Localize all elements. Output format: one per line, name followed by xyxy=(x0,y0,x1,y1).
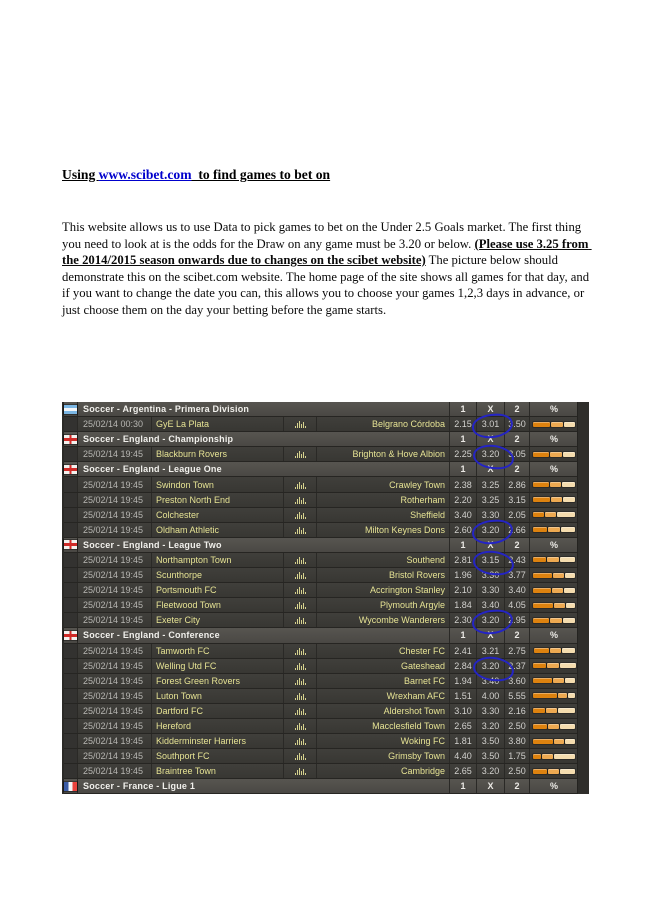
draw-odds[interactable]: 3.21 xyxy=(477,644,505,658)
home-odds[interactable]: 3.10 xyxy=(450,704,477,718)
scibet-odds-table xyxy=(62,402,589,794)
match-row[interactable] xyxy=(64,568,578,583)
stats-cell[interactable] xyxy=(284,523,317,537)
match-row[interactable] xyxy=(64,644,578,659)
flag-cell xyxy=(64,538,78,552)
away-odds[interactable]: 3.15 xyxy=(505,493,530,507)
england-flag-icon xyxy=(64,465,77,474)
percent-cell xyxy=(530,553,578,567)
draw-odds[interactable]: 3.20 xyxy=(477,523,505,537)
percent-cell xyxy=(530,598,578,612)
row-leading-cell xyxy=(64,417,78,431)
stats-cell[interactable] xyxy=(284,719,317,733)
home-team[interactable]: Blackburn Rovers xyxy=(152,447,284,461)
match-datetime: 25/02/14 19:45 xyxy=(78,583,152,597)
stats-bar-chart-icon[interactable] xyxy=(295,677,306,685)
home-odds[interactable]: 2.84 xyxy=(450,659,477,673)
column-header-percent: % xyxy=(549,781,558,792)
home-odds[interactable]: 3.40 xyxy=(450,508,477,522)
row-leading-cell xyxy=(64,764,78,778)
match-row[interactable] xyxy=(64,613,578,628)
home-team[interactable]: Portsmouth FC xyxy=(152,583,284,597)
percent-cell xyxy=(530,644,578,658)
row-leading-cell xyxy=(64,583,78,597)
draw-odds[interactable]: 3.15 xyxy=(477,553,505,567)
percent-cell xyxy=(530,659,578,673)
match-row[interactable] xyxy=(64,598,578,613)
draw-odds[interactable]: 3.25 xyxy=(477,477,505,491)
home-odds[interactable]: 2.30 xyxy=(450,613,477,627)
draw-odds[interactable]: 3.40 xyxy=(477,598,505,612)
match-row[interactable] xyxy=(64,523,578,538)
home-odds[interactable]: 2.41 xyxy=(450,644,477,658)
home-team[interactable]: Dartford FC xyxy=(152,704,284,718)
away-team[interactable]: Barnet FC xyxy=(317,674,450,688)
draw-odds[interactable]: 3.50 xyxy=(477,734,505,748)
paragraph-text: This website allows us to use Data to pick games to bet on the Under 2.5 Goals market. The first thing you need to look at is the odds for the Draw on any game must be 3.20 or below. xyxy=(62,220,585,251)
draw-odds[interactable]: 3.30 xyxy=(477,508,505,522)
stats-cell[interactable] xyxy=(284,764,317,778)
away-team[interactable]: Wrexham AFC xyxy=(317,689,450,703)
match-datetime: 25/02/14 19:45 xyxy=(78,734,152,748)
row-leading-cell xyxy=(64,568,78,582)
column-header-percent: % xyxy=(549,464,558,475)
row-leading-cell xyxy=(64,674,78,688)
title-suffix: to find games to bet on xyxy=(191,167,331,182)
page-title xyxy=(62,167,582,183)
stats-bar-chart-icon[interactable] xyxy=(295,767,306,775)
match-datetime: 25/02/14 19:45 xyxy=(78,613,152,627)
column-header-draw-odds: X xyxy=(477,628,505,642)
stats-bar-chart-icon[interactable] xyxy=(295,616,306,624)
stats-cell[interactable] xyxy=(284,749,317,763)
probability-bar xyxy=(533,724,575,729)
draw-odds[interactable]: 3.20 xyxy=(477,719,505,733)
flag-cell xyxy=(64,628,78,642)
match-row[interactable] xyxy=(64,508,578,523)
stats-bar-chart-icon[interactable] xyxy=(295,601,306,609)
match-datetime: 25/02/14 19:45 xyxy=(78,689,152,703)
stats-cell[interactable] xyxy=(284,674,317,688)
section-header-row xyxy=(64,432,578,447)
draw-odds[interactable]: 3.20 xyxy=(477,613,505,627)
stats-cell[interactable] xyxy=(284,493,317,507)
match-datetime: 25/02/14 19:45 xyxy=(78,644,152,658)
stats-bar-chart-icon[interactable] xyxy=(295,481,306,489)
match-row[interactable] xyxy=(64,764,578,779)
column-header-percent: % xyxy=(549,539,558,550)
away-odds[interactable]: 4.05 xyxy=(505,598,530,612)
percent-cell xyxy=(530,613,578,627)
probability-bar xyxy=(533,512,575,517)
probability-bar xyxy=(533,739,575,744)
draw-odds[interactable]: 3.25 xyxy=(477,493,505,507)
stats-bar-chart-icon[interactable] xyxy=(295,752,306,760)
match-datetime: 25/02/14 00:30 xyxy=(78,417,152,431)
france-flag-icon xyxy=(64,782,77,791)
column-header-draw-odds: X xyxy=(477,402,505,416)
stats-bar-chart-icon[interactable] xyxy=(295,420,306,428)
percent-cell xyxy=(530,523,578,537)
match-row[interactable] xyxy=(64,719,578,734)
stats-bar-chart-icon[interactable] xyxy=(295,571,306,579)
probability-bar xyxy=(533,482,575,487)
percent-cell xyxy=(530,447,578,461)
stats-bar-chart-icon[interactable] xyxy=(295,737,306,745)
probability-bar xyxy=(534,648,575,653)
away-team[interactable]: Bristol Rovers xyxy=(317,568,450,582)
row-leading-cell xyxy=(64,749,78,763)
home-odds[interactable]: 2.81 xyxy=(450,553,477,567)
draw-odds[interactable]: 3.20 xyxy=(477,764,505,778)
match-row[interactable] xyxy=(64,417,578,432)
draw-odds[interactable]: 3.30 xyxy=(477,568,505,582)
home-team[interactable]: Welling Utd FC xyxy=(152,659,284,673)
away-odds[interactable]: 3.05 xyxy=(505,447,530,461)
row-leading-cell xyxy=(64,553,78,567)
probability-bar xyxy=(533,557,575,562)
section-title: Soccer - England - Championship xyxy=(78,432,450,446)
section-title: Soccer - France - Ligue 1 xyxy=(78,779,450,793)
england-flag-icon xyxy=(64,540,77,549)
stats-cell[interactable] xyxy=(284,508,317,522)
away-odds[interactable]: 2.86 xyxy=(505,477,530,491)
percent-cell xyxy=(530,493,578,507)
away-team[interactable]: Aldershot Town xyxy=(317,704,450,718)
away-odds[interactable]: 2.50 xyxy=(505,764,530,778)
column-header-away-odds: 2 xyxy=(505,779,530,793)
away-team[interactable]: Milton Keynes Dons xyxy=(317,523,450,537)
row-leading-cell xyxy=(64,508,78,522)
home-odds[interactable]: 1.51 xyxy=(450,689,477,703)
stats-cell[interactable] xyxy=(284,704,317,718)
probability-bar xyxy=(533,422,575,427)
probability-bar xyxy=(533,693,575,698)
match-datetime: 25/02/14 19:45 xyxy=(78,493,152,507)
home-team[interactable]: Preston North End xyxy=(152,493,284,507)
home-team[interactable]: Kidderminster Harriers xyxy=(152,734,284,748)
argentina-flag-icon xyxy=(64,405,77,414)
column-header-draw-odds: X xyxy=(477,538,505,552)
probability-bar xyxy=(533,527,575,532)
percent-cell xyxy=(530,749,578,763)
away-team[interactable]: Cambridge xyxy=(317,764,450,778)
stats-cell[interactable] xyxy=(284,689,317,703)
stats-cell[interactable] xyxy=(284,659,317,673)
away-odds[interactable]: 2.50 xyxy=(505,719,530,733)
column-header-draw-odds: X xyxy=(477,779,505,793)
stats-cell[interactable] xyxy=(284,568,317,582)
match-datetime: 25/02/14 19:45 xyxy=(78,704,152,718)
percent-cell xyxy=(530,583,578,597)
title-prefix: Using xyxy=(62,167,99,182)
column-header-percent: % xyxy=(549,404,558,415)
away-odds[interactable]: 3.77 xyxy=(505,568,530,582)
probability-bar xyxy=(533,708,575,713)
match-row[interactable] xyxy=(64,689,578,704)
section-header-row xyxy=(64,779,578,794)
home-team[interactable]: GyE La Plata xyxy=(152,417,284,431)
home-team[interactable]: Tamworth FC xyxy=(152,644,284,658)
match-row[interactable] xyxy=(64,704,578,719)
column-header-draw-odds: X xyxy=(477,432,505,446)
probability-bar xyxy=(533,573,575,578)
column-header-draw-odds: X xyxy=(477,462,505,476)
flag-cell xyxy=(64,462,78,476)
draw-odds[interactable]: 3.50 xyxy=(477,749,505,763)
draw-odds[interactable]: 3.40 xyxy=(477,674,505,688)
match-datetime: 25/02/14 19:45 xyxy=(78,523,152,537)
away-odds[interactable]: 2.75 xyxy=(505,644,530,658)
away-team[interactable]: Rotherham xyxy=(317,493,450,507)
stats-bar-chart-icon[interactable] xyxy=(295,586,306,594)
away-team[interactable]: Wycombe Wanderers xyxy=(317,613,450,627)
england-flag-icon xyxy=(64,631,77,640)
home-odds[interactable]: 2.38 xyxy=(450,477,477,491)
match-datetime: 25/02/14 19:45 xyxy=(78,553,152,567)
stats-cell[interactable] xyxy=(284,447,317,461)
home-odds[interactable]: 2.25 xyxy=(450,447,477,461)
probability-bar xyxy=(533,678,575,683)
match-row[interactable] xyxy=(64,493,578,508)
section-title: Soccer - England - League Two xyxy=(78,538,450,552)
draw-odds[interactable]: 3.20 xyxy=(477,659,505,673)
paragraph-text-continued: The picture below should demonstrate this on the scibet.com website. The home page of the site shows all games for that day, and if you want to change the date you can, this allows you to choose your games 1,2,3 days in advance, or just choose them on the day your betting before the game starts. xyxy=(62,253,593,317)
home-odds[interactable]: 2.20 xyxy=(450,493,477,507)
home-odds[interactable]: 4.40 xyxy=(450,749,477,763)
flag-cell xyxy=(64,402,78,416)
probability-bar xyxy=(533,497,575,502)
stats-bar-chart-icon[interactable] xyxy=(295,722,306,730)
away-team[interactable]: Grimsby Town xyxy=(317,749,450,763)
away-odds[interactable]: 2.95 xyxy=(505,613,530,627)
row-leading-cell xyxy=(64,493,78,507)
home-odds[interactable]: 1.96 xyxy=(450,568,477,582)
home-team[interactable]: Fleetwood Town xyxy=(152,598,284,612)
section-title: Soccer - Argentina - Primera Division xyxy=(78,402,450,416)
home-odds[interactable]: 2.10 xyxy=(450,583,477,597)
column-header-away-odds: 2 xyxy=(505,462,530,476)
row-leading-cell xyxy=(64,613,78,627)
odds-table-rows xyxy=(64,402,589,794)
home-odds[interactable]: 1.84 xyxy=(450,598,477,612)
away-team[interactable]: Belgrano Córdoba xyxy=(317,417,450,431)
probability-bar xyxy=(533,603,575,608)
match-row[interactable] xyxy=(64,734,578,749)
percent-cell xyxy=(530,477,578,491)
match-datetime: 25/02/14 19:45 xyxy=(78,659,152,673)
row-leading-cell xyxy=(64,719,78,733)
home-team[interactable]: Braintree Town xyxy=(152,764,284,778)
away-team[interactable]: Accrington Stanley xyxy=(317,583,450,597)
stats-cell[interactable] xyxy=(284,583,317,597)
draw-odds[interactable]: 4.00 xyxy=(477,689,505,703)
probability-bar xyxy=(533,754,575,759)
column-header-home-odds: 1 xyxy=(450,628,477,642)
match-datetime: 25/02/14 19:45 xyxy=(78,764,152,778)
home-odds[interactable]: 2.65 xyxy=(450,764,477,778)
row-leading-cell xyxy=(64,734,78,748)
section-header-row xyxy=(64,402,578,417)
stats-bar-chart-icon[interactable] xyxy=(295,511,306,519)
stats-cell[interactable] xyxy=(284,734,317,748)
row-leading-cell xyxy=(64,598,78,612)
england-flag-icon xyxy=(64,435,77,444)
home-odds[interactable]: 2.60 xyxy=(450,523,477,537)
home-team[interactable]: Oldham Athletic xyxy=(152,523,284,537)
away-odds[interactable]: 1.75 xyxy=(505,749,530,763)
row-leading-cell xyxy=(64,523,78,537)
flag-cell xyxy=(64,779,78,793)
away-odds[interactable]: 2.37 xyxy=(505,659,530,673)
stats-cell[interactable] xyxy=(284,644,317,658)
home-odds[interactable]: 2.65 xyxy=(450,719,477,733)
home-odds[interactable]: 1.94 xyxy=(450,674,477,688)
away-odds[interactable]: 2.05 xyxy=(505,508,530,522)
row-leading-cell xyxy=(64,659,78,673)
home-team[interactable]: Colchester xyxy=(152,508,284,522)
stats-cell[interactable] xyxy=(284,598,317,612)
draw-odds[interactable]: 3.20 xyxy=(477,447,505,461)
away-team[interactable]: Woking FC xyxy=(317,734,450,748)
percent-cell xyxy=(530,734,578,748)
stats-bar-chart-icon[interactable] xyxy=(295,707,306,715)
match-datetime: 25/02/14 19:45 xyxy=(78,674,152,688)
row-leading-cell xyxy=(64,689,78,703)
column-header-home-odds: 1 xyxy=(450,432,477,446)
away-team[interactable]: Chester FC xyxy=(317,644,450,658)
section-header-row xyxy=(64,628,578,643)
home-team[interactable]: Scunthorpe xyxy=(152,568,284,582)
percent-cell xyxy=(530,719,578,733)
stats-bar-chart-icon[interactable] xyxy=(295,692,306,700)
percent-cell xyxy=(530,508,578,522)
column-header-home-odds: 1 xyxy=(450,462,477,476)
home-team[interactable]: Hereford xyxy=(152,719,284,733)
section-title: Soccer - England - League One xyxy=(78,462,450,476)
section-header-row xyxy=(64,538,578,553)
away-odds[interactable]: 3.80 xyxy=(505,734,530,748)
draw-odds[interactable]: 3.30 xyxy=(477,704,505,718)
match-datetime: 25/02/14 19:45 xyxy=(78,447,152,461)
percent-cell xyxy=(530,764,578,778)
row-leading-cell xyxy=(64,447,78,461)
home-team[interactable]: Swindon Town xyxy=(152,477,284,491)
stats-bar-chart-icon[interactable] xyxy=(295,647,306,655)
away-odds[interactable]: 3.60 xyxy=(505,674,530,688)
away-odds[interactable]: 2.16 xyxy=(505,704,530,718)
percent-cell xyxy=(530,417,578,431)
probability-bar xyxy=(533,769,575,774)
scrollbar[interactable] xyxy=(577,402,589,794)
away-team[interactable]: Southend xyxy=(317,553,450,567)
stats-cell[interactable] xyxy=(284,553,317,567)
column-header-percent: % xyxy=(549,630,558,641)
match-row[interactable] xyxy=(64,749,578,764)
row-leading-cell xyxy=(64,644,78,658)
home-team[interactable]: Exeter City xyxy=(152,613,284,627)
section-header-row xyxy=(64,462,578,477)
match-datetime: 25/02/14 19:45 xyxy=(78,477,152,491)
home-odds[interactable]: 2.15 xyxy=(450,417,477,431)
column-header-away-odds: 2 xyxy=(505,538,530,552)
match-row[interactable] xyxy=(64,674,578,689)
stats-bar-chart-icon[interactable] xyxy=(295,526,306,534)
match-row[interactable] xyxy=(64,583,578,598)
percent-cell xyxy=(530,689,578,703)
stats-bar-chart-icon[interactable] xyxy=(295,450,306,458)
home-team[interactable]: Luton Town xyxy=(152,689,284,703)
column-header-away-odds: 2 xyxy=(505,432,530,446)
paragraph-bold-note: (Please use 3.25 from the 2014/2015 season onwards due to changes on the scibet website) xyxy=(62,236,592,267)
draw-odds[interactable]: 3.30 xyxy=(477,583,505,597)
section-title: Soccer - England - Conference xyxy=(78,628,450,642)
column-header-away-odds: 2 xyxy=(505,402,530,416)
home-team[interactable]: Forest Green Rovers xyxy=(152,674,284,688)
stats-bar-chart-icon[interactable] xyxy=(295,662,306,670)
draw-odds[interactable]: 3.01 xyxy=(477,417,505,431)
away-odds[interactable]: 3.50 xyxy=(505,417,530,431)
probability-bar xyxy=(533,588,575,593)
home-team[interactable]: Northampton Town xyxy=(152,553,284,567)
match-datetime: 25/02/14 19:45 xyxy=(78,568,152,582)
home-odds[interactable]: 1.81 xyxy=(450,734,477,748)
stats-bar-chart-icon[interactable] xyxy=(295,496,306,504)
stats-cell[interactable] xyxy=(284,417,317,431)
away-team[interactable]: Gateshead xyxy=(317,659,450,673)
percent-cell xyxy=(530,674,578,688)
match-datetime: 25/02/14 19:45 xyxy=(78,598,152,612)
row-leading-cell xyxy=(64,704,78,718)
away-team[interactable]: Plymouth Argyle xyxy=(317,598,450,612)
away-team[interactable]: Brighton & Hove Albion xyxy=(317,447,450,461)
match-datetime: 25/02/14 19:45 xyxy=(78,749,152,763)
intro-paragraph xyxy=(62,219,594,318)
stats-bar-chart-icon[interactable] xyxy=(295,556,306,564)
match-row[interactable] xyxy=(64,659,578,674)
column-header-percent: % xyxy=(549,434,558,445)
probability-bar xyxy=(533,663,576,668)
percent-cell xyxy=(530,568,578,582)
home-team[interactable]: Southport FC xyxy=(152,749,284,763)
match-row[interactable] xyxy=(64,447,578,462)
percent-cell xyxy=(530,704,578,718)
probability-bar xyxy=(533,618,575,623)
flag-cell xyxy=(64,432,78,446)
away-odds[interactable]: 3.40 xyxy=(505,583,530,597)
column-header-home-odds: 1 xyxy=(450,779,477,793)
away-team[interactable]: Crawley Town xyxy=(317,477,450,491)
away-odds[interactable]: 2.66 xyxy=(505,523,530,537)
probability-bar xyxy=(533,452,575,457)
match-row[interactable] xyxy=(64,553,578,568)
away-team[interactable]: Macclesfield Town xyxy=(317,719,450,733)
away-odds[interactable]: 2.43 xyxy=(505,553,530,567)
stats-cell[interactable] xyxy=(284,477,317,491)
column-header-home-odds: 1 xyxy=(450,402,477,416)
match-datetime: 25/02/14 19:45 xyxy=(78,508,152,522)
column-header-home-odds: 1 xyxy=(450,538,477,552)
column-header-away-odds: 2 xyxy=(505,628,530,642)
row-leading-cell xyxy=(64,477,78,491)
match-datetime: 25/02/14 19:45 xyxy=(78,719,152,733)
scibet-link[interactable]: www.scibet.com xyxy=(98,167,192,182)
away-odds[interactable]: 5.55 xyxy=(505,689,530,703)
away-team[interactable]: Sheffield xyxy=(317,508,450,522)
match-row[interactable] xyxy=(64,477,578,492)
stats-cell[interactable] xyxy=(284,613,317,627)
